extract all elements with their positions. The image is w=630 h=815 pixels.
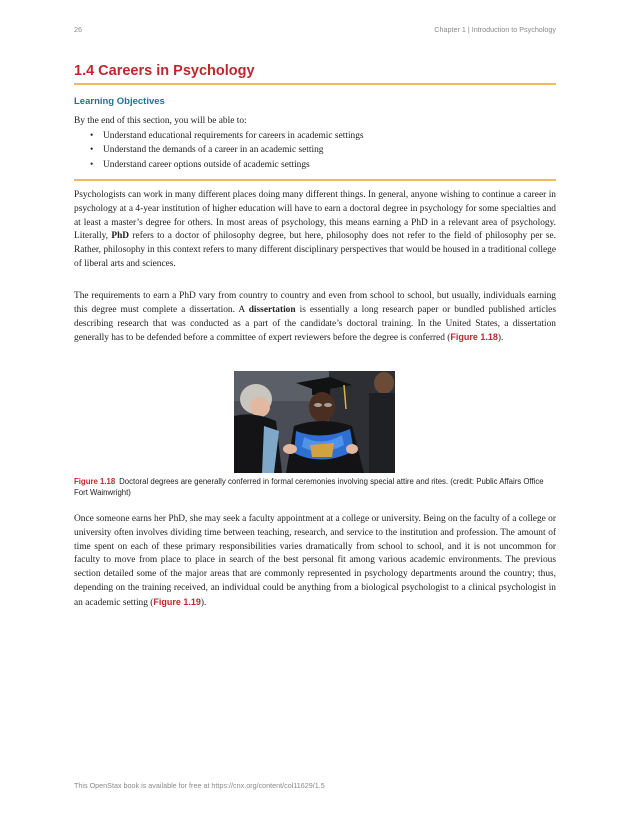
paragraph-text: ). — [200, 597, 207, 608]
body-paragraph — [74, 290, 556, 346]
running-header: Chapter 1 | Introduction to Psychology — [434, 25, 556, 34]
caption-text: Doctoral degrees are generally conferred in formal ceremonies involving special attire and rites. (credit: Public Affairs Office Fort Wainwright) — [74, 477, 544, 497]
paragraph-text: Psychologists can work in many different places doing many different things. In general, anyone wishing to continue a career in psychology at a 4-year institution of higher education will have to earn a doctoral degree in psychology for some specialties and at least a master’s degree for others. In most areas of psychology, this means earning a PhD in a relevant area of psychology. Literally, — [74, 190, 556, 242]
page-number: 26 — [74, 25, 82, 34]
paragraph-text: refers to a doctor of philosophy degree, but here, philosophy does not refer to the field of philosophy per se. Rather, philosophy in this context refers to many different disciplinary perspectives that would be housed in a traditional college of liberal arts and sciences. — [74, 231, 556, 269]
learning-objectives-intro: By the end of this section, you will be able to: — [74, 116, 247, 126]
figure-label: Figure 1.18 — [74, 477, 116, 486]
body-paragraph — [74, 513, 556, 611]
divider-top — [74, 83, 556, 85]
list-item: • Understand educational requirements for careers in academic settings — [90, 129, 364, 143]
key-term: PhD — [111, 231, 130, 242]
paragraph-text: Once someone earns her PhD, she may seek a faculty appointment at a college or university. Being on the faculty of a college or university often involves dividing time between teaching, research, and service to the institution and profession. The amount of time spent on each of these primary responsibilities varies dramatically from school to school, and it is not uncommon for faculty to move from place to place in search of the best personal fit among various academic environments. The previous section detailed some of the major areas that are commonly represented in psychology departments around the country; thus, depending on the training received, an individual could be anything from a biological psychologist to a clinical psychologist in an academic setting ( — [74, 514, 556, 608]
section-title: 1.4 Careers in Psychology — [74, 63, 255, 79]
paragraph-text: The requirements to earn a PhD vary from country to country and even from school to school, but usually, individuals earning this degree must complete a dissertation. A — [74, 291, 556, 315]
learning-objectives-list — [90, 129, 364, 172]
figure-link[interactable]: Figure 1.19 — [153, 596, 201, 607]
figure-caption — [74, 477, 556, 498]
key-term: dissertation — [248, 304, 296, 315]
learning-objectives-heading: Learning Objectives — [74, 96, 165, 107]
paragraph-text: ). — [497, 333, 504, 344]
page-footer: This OpenStax book is available for free at https://cnx.org/content/col11629/1.5 — [74, 781, 325, 790]
body-paragraph — [74, 189, 556, 272]
list-item: • Understand career options outside of academic settings — [90, 158, 364, 172]
figure-link[interactable]: Figure 1.18 — [450, 332, 498, 343]
divider-bottom — [74, 179, 556, 181]
graduation-photo — [234, 371, 395, 473]
list-item: • Understand the demands of a career in an academic setting — [90, 143, 364, 157]
paragraph-text: is essentially a long research paper or bundled published articles describing research that was conducted as a part of the candidate’s doctoral training. In the United States, a dissertation generally has to be defended before a committee of expert reviewers before the degree is conferred ( — [74, 304, 556, 344]
